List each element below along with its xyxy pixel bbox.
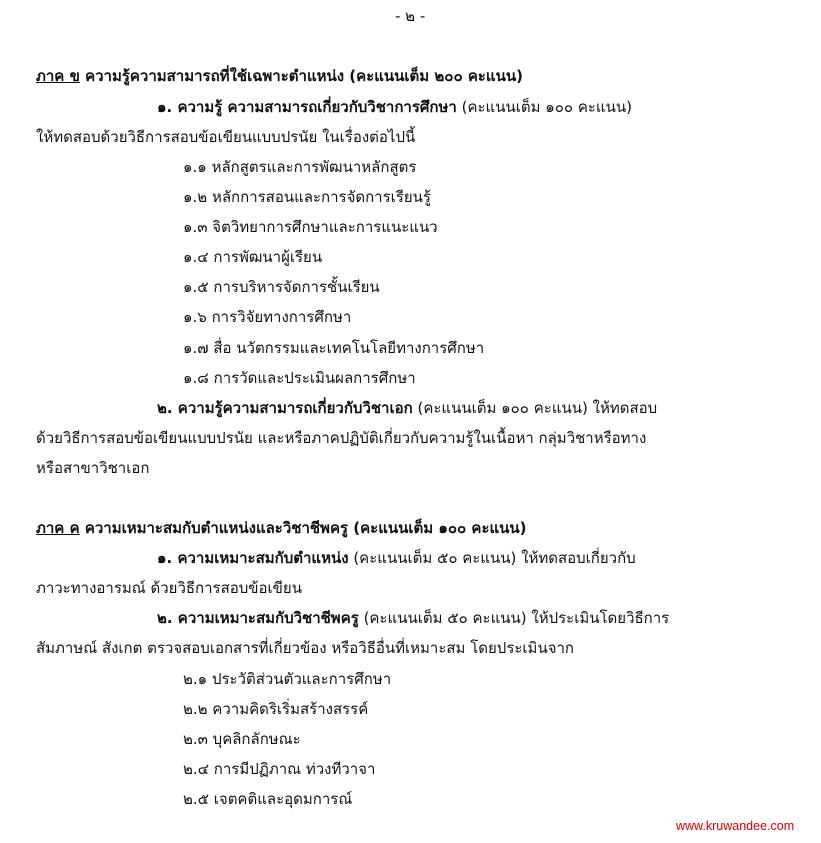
- section-c-item1-rest: (คะแนนเต็ม ๕๐ คะแนน) ให้ทดสอบเกี่ยวกับ: [353, 549, 636, 567]
- section-c-title: ความเหมาะสมกับตำแหน่งและวิชาชีพครู (คะแนนเต็ม ๑๐๐ คะแนน): [84, 519, 527, 537]
- section-b-item1-heading: ๑. ความรู้ ความสามารถเกี่ยวกับวิชาการศึกษา: [157, 98, 457, 116]
- section-c-item2-heading: ๒. ความเหมาะสมกับวิชาชีพครู: [157, 609, 359, 627]
- section-b-subitem: ๑.๖ การวิจัยทางการศึกษา: [183, 308, 352, 326]
- section-b-item2-line1: [157, 398, 657, 418]
- section-b-item1-score: (คะแนนเต็ม ๑๐๐ คะแนน): [461, 98, 632, 116]
- section-c-subitem: ๒.๓ บุคลิกลักษณะ: [183, 730, 301, 748]
- section-c-label: ภาค ค: [36, 519, 80, 537]
- watermark: www.kruwandee.com: [676, 819, 795, 833]
- section-b-subitem: ๑.๔ การพัฒนาผู้เรียน: [183, 248, 323, 266]
- section-b-item1-line2: ให้ทดสอบด้วยวิธีการสอบข้อเขียนแบบปรนัย ในเรื่องต่อไปนี้: [36, 128, 416, 146]
- section-c-subitem: ๒.๔ การมีปฏิภาณ ท่วงทีวาจา: [183, 760, 376, 778]
- section-b-item2-heading: ๒. ความรู้ความสามารถเกี่ยวกับวิชาเอก: [157, 399, 413, 417]
- section-c-item1-line1: [157, 548, 636, 568]
- section-b-heading: [36, 66, 523, 86]
- section-b-subitem: ๑.๑ หลักสูตรและการพัฒนาหลักสูตร: [183, 158, 417, 176]
- section-b-item2-rest: (คะแนนเต็ม ๑๐๐ คะแนน) ให้ทดสอบ: [417, 399, 658, 417]
- section-c-item2-line2: สัมภาษณ์ สังเกต ตรวจสอบเอกสารที่เกี่ยวข้อง หรือวิธีอื่นที่เหมาะสม โดยประเมินจาก: [36, 639, 574, 657]
- section-b-item2-line3: หรือสาขาวิชาเอก: [36, 459, 150, 477]
- section-c-heading: [36, 518, 527, 538]
- section-b-title: ความรู้ความสามารถที่ใช้เฉพาะตำแหน่ง (คะแนนเต็ม ๒๐๐ คะแนน): [85, 67, 523, 85]
- section-b-item1-line1: [157, 97, 632, 117]
- section-c-item2-line1: [157, 608, 669, 628]
- section-c-subitem: ๒.๑ ประวัติส่วนตัวและการศึกษา: [183, 670, 392, 688]
- section-c-item1-line2: ภาวะทางอารมณ์ ด้วยวิธีการสอบข้อเขียน: [36, 579, 302, 597]
- section-b-subitem: ๑.๗ สื่อ นวัตกรรมและเทคโนโลยีทางการศึกษา: [183, 339, 485, 357]
- page-number: - ๒ -: [395, 7, 426, 25]
- section-b-subitem: ๑.๓ จิตวิทยาการศึกษาและการแนะแนว: [183, 218, 438, 236]
- section-c-subitem: ๒.๕ เจตคติและอุดมการณ์: [183, 790, 353, 808]
- section-c-item1-heading: ๑. ความเหมาะสมกับตำแหน่ง: [157, 549, 349, 567]
- section-c-subitem: ๒.๒ ความคิดริเริ่มสร้างสรรค์: [183, 700, 369, 718]
- section-b-subitem: ๑.๘ การวัดและประเมินผลการศึกษา: [183, 369, 416, 387]
- section-c-item2-rest: (คะแนนเต็ม ๕๐ คะแนน) ให้ประเมินโดยวิธีการ: [363, 609, 670, 627]
- section-b-label: ภาค ข: [36, 67, 80, 85]
- section-b-item2-line2: ด้วยวิธีการสอบข้อเขียนแบบปรนัย และหรือภาคปฏิบัติเกี่ยวกับความรู้ในเนื้อหา กลุ่มวิชาหรือทาง: [36, 429, 647, 447]
- section-b-subitem: ๑.๒ หลักการสอนและการจัดการเรียนรู้: [183, 188, 431, 206]
- section-b-subitem: ๑.๕ การบริหารจัดการชั้นเรียน: [183, 278, 380, 296]
